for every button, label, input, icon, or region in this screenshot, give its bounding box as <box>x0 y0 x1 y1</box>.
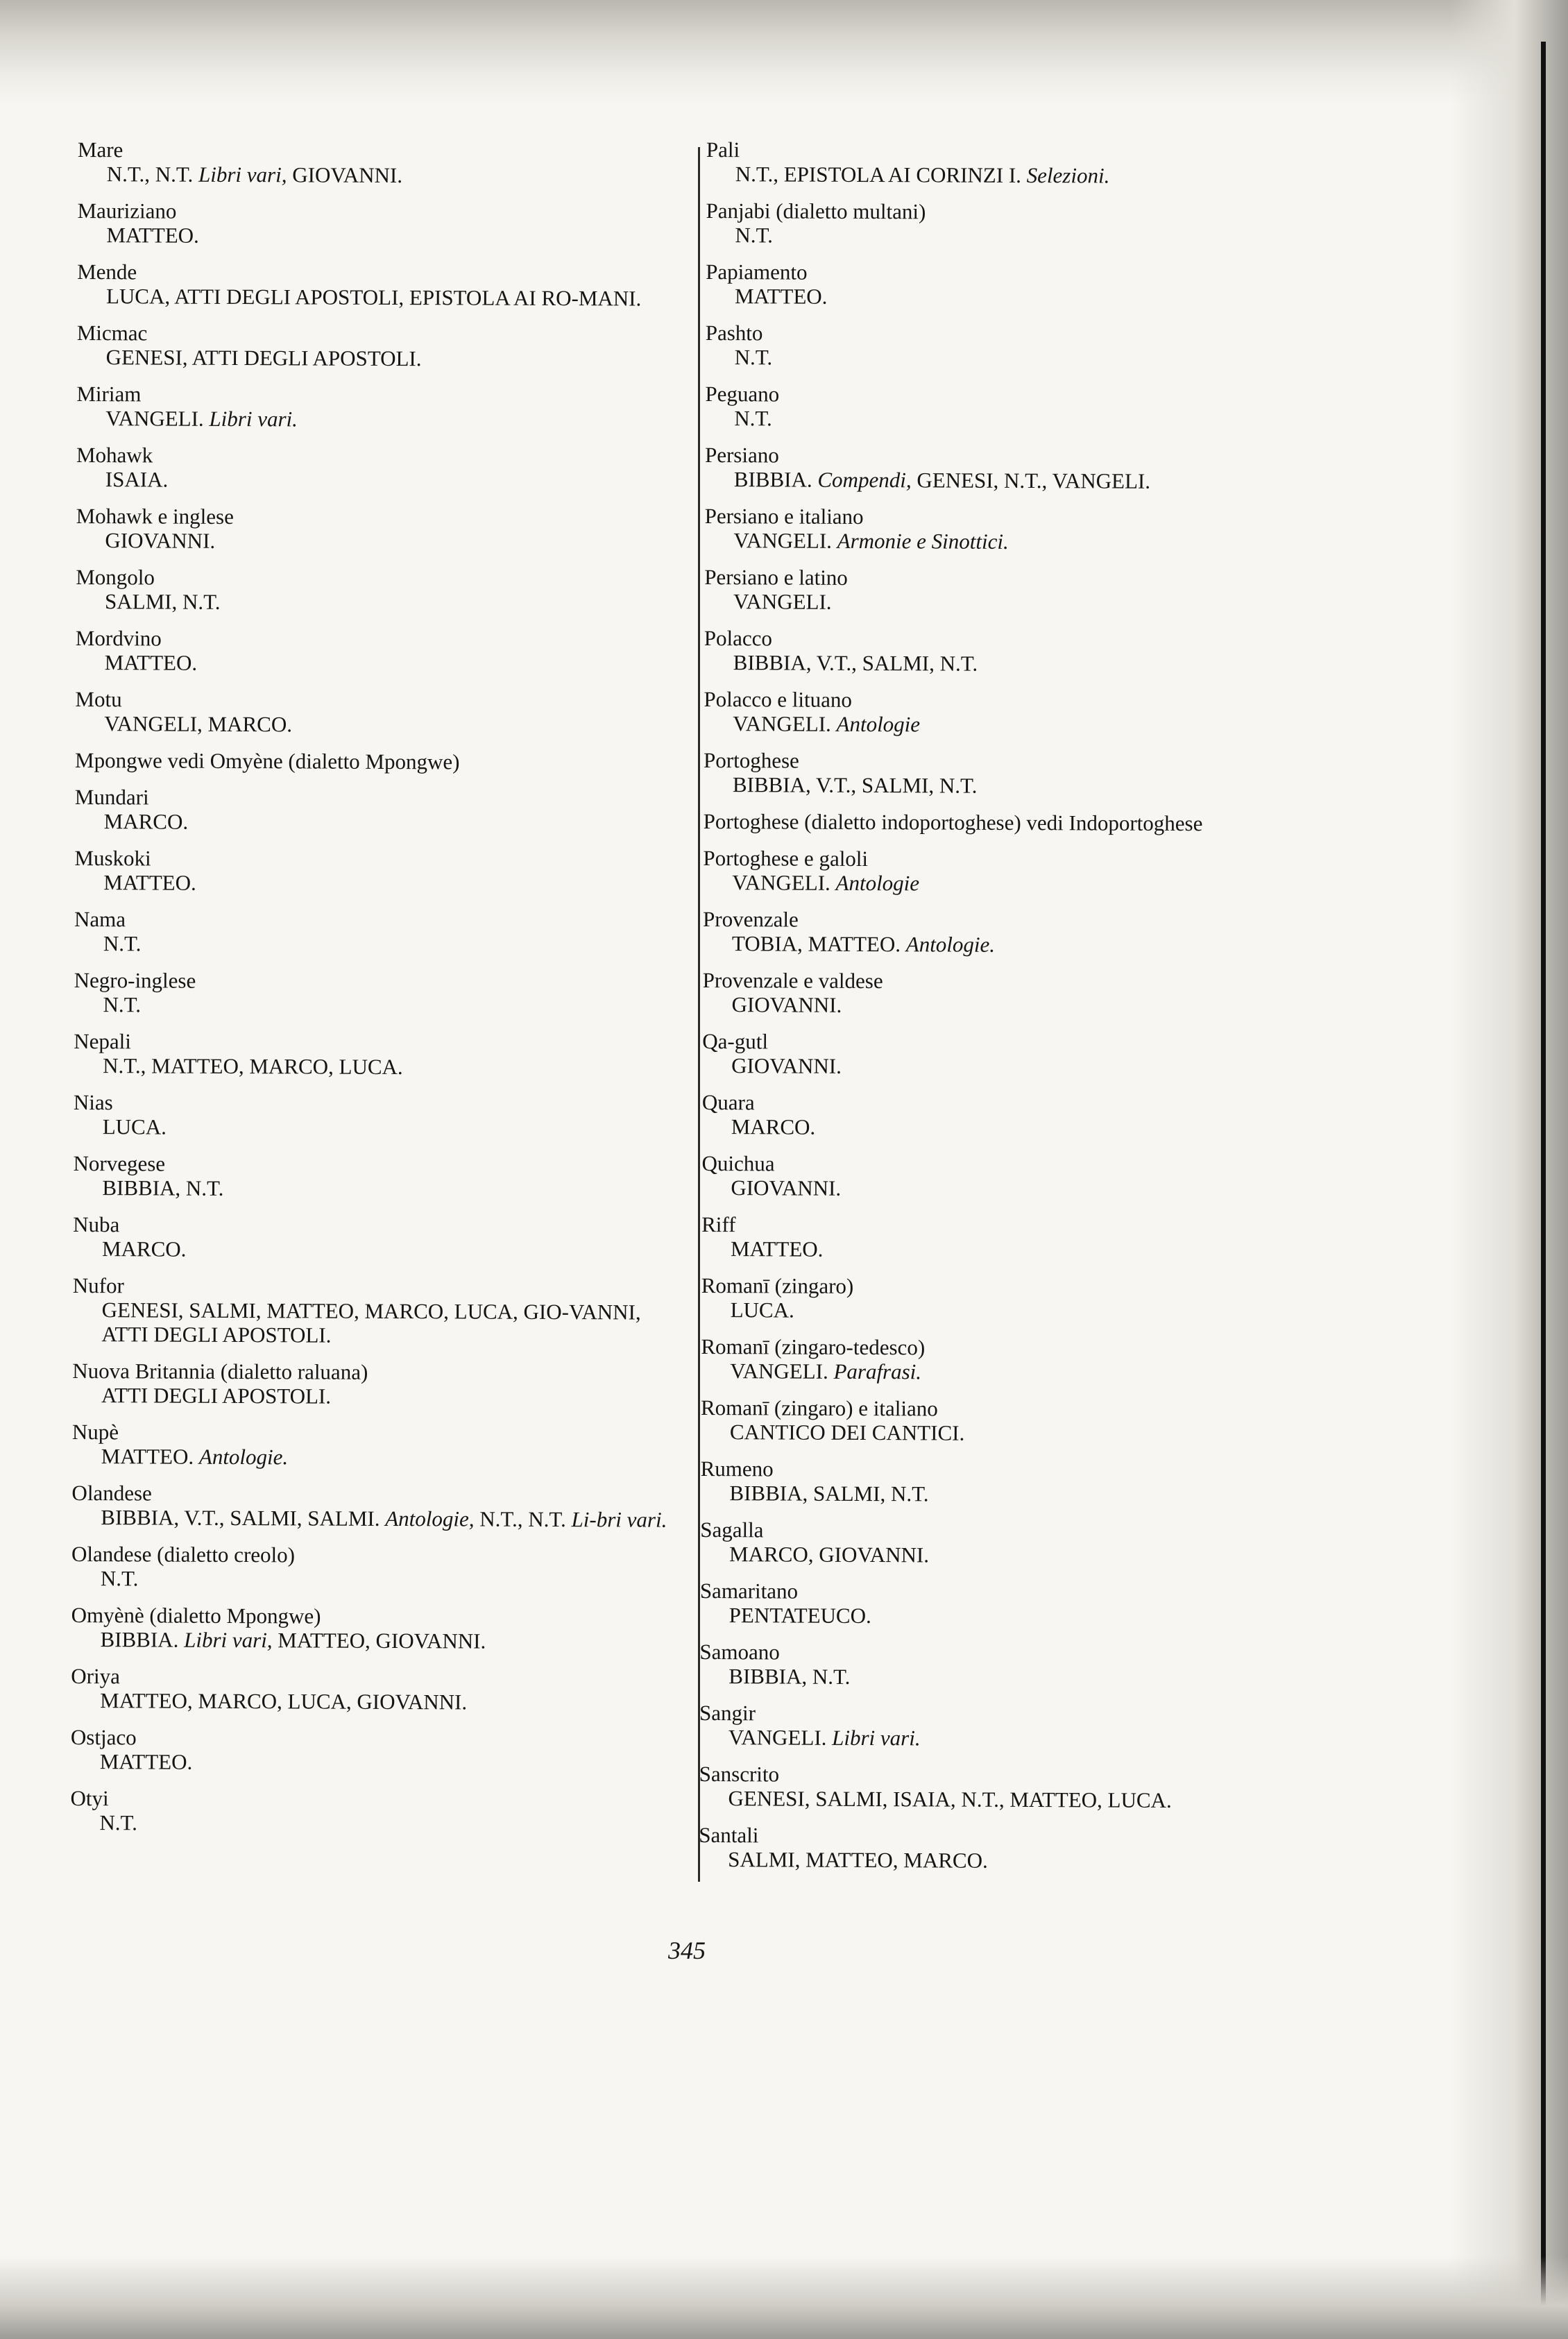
index-entry <box>71 1603 681 1654</box>
index-entry <box>702 968 1313 1019</box>
index-entry <box>704 748 1314 799</box>
index-entry <box>71 1481 682 1532</box>
translation-references <box>73 1175 683 1202</box>
index-entry <box>74 1029 684 1080</box>
index-entry <box>706 137 1317 189</box>
translation-references <box>72 1383 683 1410</box>
translation-references <box>77 284 688 311</box>
reference-text: BIBBIA, N.T. <box>728 1664 851 1689</box>
reference-text: GIOVANNI. <box>731 1175 842 1200</box>
reference-text: MARCO. <box>103 809 189 834</box>
reference-text: MATTEO. <box>103 870 196 895</box>
language-name: Santali <box>699 1822 759 1848</box>
reference-text: MATTEO. <box>101 1444 200 1469</box>
language-name: Polacco <box>704 625 773 651</box>
translation-references <box>76 589 686 616</box>
reference-text: MATTEO, GIOVANNI. <box>272 1628 486 1653</box>
translation-references <box>74 992 684 1019</box>
language-name: Nias <box>73 1089 113 1115</box>
reference-text: VANGELI. <box>733 711 837 736</box>
reference-text: N.T., N.T. <box>474 1506 572 1532</box>
index-entry <box>699 1823 1309 1874</box>
index-entry <box>75 687 685 738</box>
translation-references <box>700 1603 1311 1630</box>
index-entry <box>700 1456 1311 1508</box>
language-name: Portoghese e galoli <box>703 845 869 871</box>
reference-text: MATTEO. <box>734 284 828 309</box>
translation-references <box>76 467 687 494</box>
index-entry <box>701 1273 1312 1325</box>
translation-references <box>71 1505 682 1532</box>
index-entry <box>76 382 687 433</box>
language-name: Portoghese <box>704 747 799 773</box>
reference-text: N.T., N.T. <box>106 162 199 187</box>
translation-references <box>77 345 688 372</box>
reference-text: MARCO. <box>101 1236 187 1261</box>
reference-note-italic: Parafrasi. <box>833 1359 922 1384</box>
reference-text: GIOVANNI. <box>731 1053 842 1078</box>
reference-text: MARCO. <box>731 1114 816 1139</box>
reference-text: VANGELI, MARCO. <box>104 711 293 737</box>
index-entry <box>699 1762 1309 1813</box>
language-name: Olandese <box>71 1480 152 1506</box>
reference-note-italic: Antologie <box>836 711 921 737</box>
language-name: Nufor <box>72 1273 124 1298</box>
language-name: Oriya <box>71 1663 120 1689</box>
reference-text: GENESI, SALMI, MATTEO, MARCO, LUCA, GIO-VANNI, ATTI DEGLI APOSTOLI. <box>101 1298 641 1347</box>
index-entry <box>706 260 1316 311</box>
translation-references <box>78 162 688 189</box>
translation-references <box>699 1664 1310 1691</box>
index-entry <box>704 626 1315 677</box>
index-entry <box>705 382 1315 433</box>
index-entry <box>699 1640 1310 1691</box>
translation-references <box>699 1725 1310 1752</box>
reference-text: SALMI, N.T. <box>105 589 221 614</box>
reference-text: VANGELI. <box>733 528 837 553</box>
reference-text: N.T. <box>100 1566 139 1591</box>
index-entry <box>77 198 688 250</box>
reference-note-italic: Libri vari. <box>832 1725 921 1751</box>
index-entry <box>700 1579 1311 1630</box>
reference-text: GIOVANNI. <box>105 528 216 553</box>
reference-text: GENESI, SALMI, ISAIA, N.T., MATTEO, LUCA. <box>728 1786 1172 1812</box>
scan-edge-bottom <box>0 2256 1568 2339</box>
reference-text: N.T., EPISTOLA AI CORINZI I. <box>735 162 1027 188</box>
reference-text: N.T. <box>103 992 142 1017</box>
translation-references <box>71 1627 681 1654</box>
language-name: Riff <box>701 1211 736 1237</box>
language-name: Samaritano <box>699 1578 799 1604</box>
language-name: Norvegese <box>73 1150 166 1176</box>
translation-references <box>701 1420 1311 1447</box>
index-entry <box>701 1212 1312 1264</box>
reference-note-italic: Li-bri vari. <box>571 1507 667 1532</box>
translation-references <box>700 1481 1311 1508</box>
language-name: Miriam <box>76 381 142 407</box>
language-name: Romanī (zingaro) <box>701 1273 854 1298</box>
scan-edge-right <box>1450 0 1568 2339</box>
index-column-right <box>699 137 1317 1887</box>
translation-references <box>706 345 1316 372</box>
translation-references <box>74 1053 684 1080</box>
language-name: Ostjaco <box>70 1724 137 1750</box>
language-name: Persiano e latino <box>704 564 848 590</box>
translation-references <box>70 1810 681 1837</box>
language-name: Olandese (dialetto creolo) <box>71 1541 296 1567</box>
translation-references <box>75 809 685 836</box>
language-name: Nuba <box>73 1211 120 1237</box>
reference-text: LUCA. <box>102 1114 167 1139</box>
translation-references <box>76 406 687 433</box>
page-number: 345 <box>668 1937 706 1964</box>
reference-text: MARCO, GIOVANNI. <box>729 1542 930 1567</box>
translation-references <box>74 931 685 958</box>
language-name: Negro-inglese <box>74 967 196 993</box>
language-name: Qa-gutl <box>702 1028 769 1054</box>
reference-text: BIBBIA, SALMI, N.T. <box>729 1481 929 1506</box>
reference-text: N.T. <box>734 345 773 370</box>
language-name: Mohawk <box>76 442 153 468</box>
reference-note-italic: Selezioni. <box>1026 163 1110 188</box>
translation-references <box>72 1444 683 1471</box>
reference-text: BIBBIA. <box>100 1627 185 1652</box>
language-name: Quara <box>701 1089 755 1115</box>
language-name: Sanscrito <box>699 1761 780 1787</box>
translation-references <box>74 1114 684 1141</box>
index-entry <box>76 626 686 677</box>
reference-text: TOBIA, MATTEO. <box>731 931 906 957</box>
index-entry <box>701 1395 1311 1447</box>
reference-note-italic: Compendi, <box>817 467 912 493</box>
translation-references <box>704 711 1314 738</box>
translation-references <box>71 1749 681 1776</box>
language-name: Mare <box>77 137 123 162</box>
reference-text: SALMI, MATTEO, MARCO. <box>728 1847 988 1873</box>
language-name: Romanī (zingaro) e italiano <box>700 1395 938 1421</box>
language-name: Mende <box>77 259 137 284</box>
index-entry <box>699 1701 1310 1752</box>
language-name: Mundari <box>74 784 149 810</box>
reference-text: GENESI, N.T., VANGELI. <box>911 468 1151 493</box>
translation-references <box>706 284 1316 311</box>
reference-text: LUCA, ATTI DEGLI APOSTOLI, EPISTOLA AI RO-MANI. <box>105 284 642 311</box>
translation-references <box>76 650 686 677</box>
language-name: Muskoki <box>74 845 151 871</box>
reference-text: GIOVANNI. <box>287 162 403 188</box>
translation-references <box>705 467 1315 494</box>
index-entry <box>73 1212 683 1264</box>
translation-references <box>72 1298 683 1349</box>
translation-references <box>75 711 685 738</box>
language-name: Mohawk e inglese <box>76 503 234 529</box>
index-entry <box>76 443 687 494</box>
index-entry <box>706 321 1316 372</box>
language-name: Nama <box>74 906 126 932</box>
reference-text: VANGELI. <box>733 589 832 614</box>
index-entry <box>704 504 1315 555</box>
index-entry <box>705 443 1315 494</box>
reference-text: MATTEO. <box>99 1749 193 1774</box>
language-name: Peguano <box>705 381 780 407</box>
reference-text: MATTEO. <box>730 1236 824 1261</box>
translation-references <box>74 870 685 897</box>
language-name: Pashto <box>705 320 763 346</box>
translation-references <box>701 1359 1311 1386</box>
language-name: Provenzale e valdese <box>702 967 883 994</box>
language-name: Provenzale <box>703 906 799 932</box>
language-name: Samoano <box>699 1639 780 1665</box>
reference-text: CANTICO DEI CANTICI. <box>729 1420 965 1445</box>
translation-references <box>71 1688 681 1715</box>
translation-references <box>702 1114 1313 1141</box>
index-entry <box>704 565 1315 616</box>
index-entry <box>74 846 685 897</box>
translation-references <box>706 223 1316 250</box>
reference-text: VANGELI. <box>105 406 210 431</box>
index-entry <box>77 260 688 311</box>
index-entry <box>72 1273 683 1349</box>
language-name: Mongolo <box>76 564 155 590</box>
reference-text: N.T. <box>99 1810 138 1835</box>
index-entry <box>703 846 1313 897</box>
index-entry <box>703 907 1313 958</box>
language-name: Nepali <box>74 1028 132 1054</box>
reference-text: N.T. <box>734 406 772 431</box>
translation-references <box>700 1542 1311 1569</box>
index-entry <box>704 687 1314 738</box>
reference-text: N.T., MATTEO, MARCO, LUCA. <box>103 1053 403 1080</box>
reference-text: MATTEO. <box>106 223 199 248</box>
index-entry <box>706 198 1316 250</box>
translation-references <box>73 1236 683 1264</box>
reference-text: LUCA. <box>730 1298 794 1322</box>
reference-note-italic: Antologie. <box>905 932 996 957</box>
index-entry <box>701 1151 1312 1202</box>
translation-references <box>71 1566 682 1593</box>
index-entry <box>73 1151 683 1202</box>
language-name: Polacco e lituano <box>704 686 853 712</box>
translation-references <box>702 992 1313 1019</box>
scan-edge-top <box>0 0 1568 104</box>
language-name: Quichua <box>701 1150 775 1176</box>
index-entry <box>76 504 686 555</box>
index-entry <box>72 1420 683 1471</box>
translation-references <box>699 1847 1309 1874</box>
language-name: Mordvino <box>75 625 162 651</box>
reference-text: ISAIA. <box>105 467 169 492</box>
index-column-left <box>70 137 688 1850</box>
translation-references <box>699 1786 1309 1813</box>
reference-text: BIBBIA, V.T., SALMI, SALMI. <box>101 1505 386 1531</box>
translation-references <box>76 528 686 555</box>
language-name: Mauriziano <box>77 198 177 223</box>
index-entry <box>701 1334 1311 1386</box>
reference-text: PENTATEUCO. <box>728 1603 871 1628</box>
reference-text: MATTEO, MARCO, LUCA, GIOVANNI. <box>100 1688 468 1715</box>
index-entry <box>74 968 684 1019</box>
language-name: Panjabi (dialetto multani) <box>706 198 926 224</box>
page-border-line <box>1541 42 1546 2331</box>
translation-references <box>701 1236 1312 1264</box>
language-name: Portoghese (dialetto indoportoghese) vedi Indoportoghese <box>703 808 1203 836</box>
language-name: Omyènè (dialetto Mpongwe) <box>71 1602 321 1628</box>
index-entry <box>77 321 688 372</box>
reference-text: BIBBIA, V.T., SALMI, N.T. <box>732 772 978 798</box>
translation-references <box>704 528 1315 555</box>
index-entry <box>71 1725 681 1776</box>
language-name: Otyi <box>70 1785 109 1811</box>
reference-text: N.T. <box>103 931 142 956</box>
language-name: Nupè <box>71 1419 119 1445</box>
translation-references <box>704 589 1315 616</box>
reference-note-italic: Antologie. <box>198 1444 289 1470</box>
reference-note-italic: Armonie e Sinottici. <box>837 528 1009 554</box>
language-name: Sagalla <box>700 1517 764 1542</box>
reference-note-italic: Antologie, <box>385 1506 475 1531</box>
translation-references <box>77 223 688 250</box>
index-entry <box>702 1029 1313 1080</box>
reference-note-italic: Libri vari, <box>198 162 287 187</box>
reference-note-italic: Libri vari, <box>184 1627 273 1653</box>
index-entry <box>74 1090 684 1141</box>
language-name: Sangir <box>699 1700 756 1726</box>
language-name: Persiano e italiano <box>704 503 864 529</box>
reference-text: MATTEO. <box>104 650 198 675</box>
reference-text: VANGELI. <box>732 870 836 895</box>
reference-text: BIBBIA. <box>733 467 818 492</box>
reference-note-italic: Antologie <box>835 870 920 896</box>
translation-references <box>703 870 1313 897</box>
language-name: Motu <box>75 686 122 712</box>
language-name: Persiano <box>704 442 779 468</box>
reference-text: ATTI DEGLI APOSTOLI. <box>101 1383 332 1409</box>
language-name: Rumeno <box>700 1456 774 1481</box>
language-name: Romanī (zingaro-tedesco) <box>701 1334 926 1360</box>
index-entry <box>700 1517 1311 1569</box>
language-name: Papiamento <box>706 259 808 284</box>
language-name: Mpongwe vedi Omyène (dialetto Mpongwe) <box>75 747 460 774</box>
index-entry <box>78 137 688 189</box>
language-name: Nuova Britannia (dialetto raluana) <box>72 1358 368 1384</box>
index-entry <box>71 1542 682 1593</box>
reference-text: N.T. <box>735 223 773 248</box>
language-name: Pali <box>706 137 740 162</box>
translation-references <box>702 1053 1313 1080</box>
translation-references <box>701 1298 1312 1325</box>
index-entry <box>76 565 686 616</box>
reference-note-italic: Libri vari. <box>209 406 298 432</box>
index-entry <box>704 809 1314 836</box>
translation-references <box>704 772 1314 799</box>
index-entry <box>71 1664 681 1715</box>
translation-references <box>706 162 1317 189</box>
index-entry <box>74 907 685 958</box>
reference-text: VANGELI. <box>728 1725 833 1750</box>
reference-text: GIOVANNI. <box>731 992 842 1017</box>
translation-references <box>703 931 1313 958</box>
translation-references <box>705 406 1315 433</box>
reference-text: GENESI, ATTI DEGLI APOSTOLI. <box>105 345 422 371</box>
index-entry <box>72 1359 683 1410</box>
index-entry <box>70 1786 681 1837</box>
index-entry <box>702 1090 1313 1141</box>
language-name: Micmac <box>76 320 148 346</box>
reference-text: VANGELI. <box>730 1359 834 1384</box>
index-entry <box>75 748 685 775</box>
translation-references <box>704 650 1315 677</box>
index-entry <box>75 785 685 836</box>
reference-text: BIBBIA, N.T. <box>102 1175 224 1200</box>
reference-text: BIBBIA, V.T., SALMI, N.T. <box>733 650 978 676</box>
translation-references <box>701 1175 1312 1202</box>
